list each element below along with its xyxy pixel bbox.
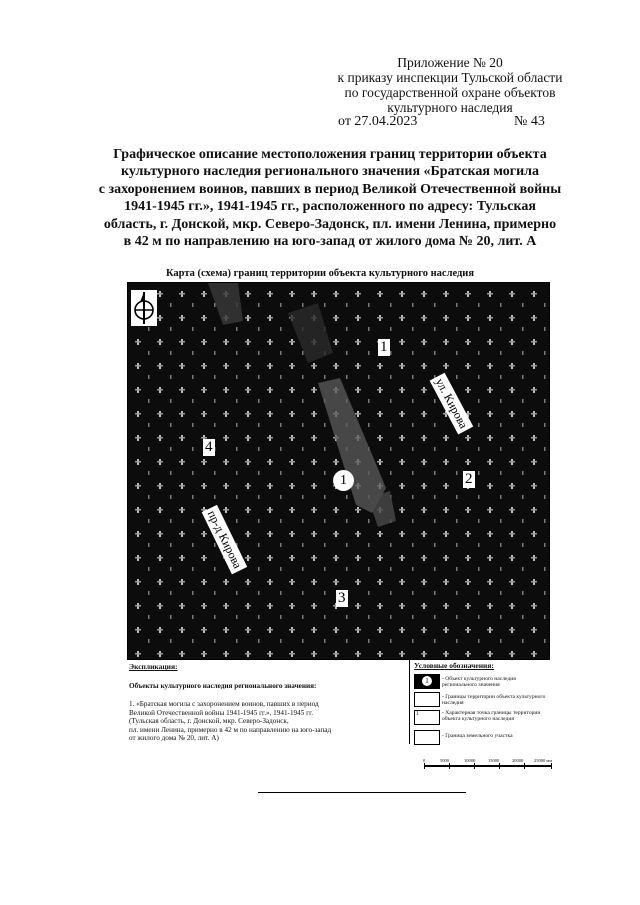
scale-bar [424,763,552,769]
order-number: № 43 [514,114,545,129]
point-symbol [414,710,440,725]
point-symbol-text: - Характерная точка границы территории объекта культурного наследия [442,710,541,723]
title-line: в 42 м по направлению на юго-запад от жилого дома № 20, лит. А [123,234,537,250]
explication-heading: Экспликация: [129,662,178,671]
street-label-pr-kirova: пр-д Кирова [202,505,247,574]
scale-tick-label: 25000 мм [534,758,553,763]
scale-tick-label: 0 [423,758,426,763]
object-line: пл. имени Ленина, примерно в 42 м по направлению на юго-запад [129,725,332,734]
point-symbol-number: 1 [416,711,419,717]
north-arrow-icon [131,290,157,326]
title-line: область, г. Донской, мкр. Северо-Задонск, пл. имени Ленина, примерно [103,216,557,232]
scale-tick-label: 20000 [512,758,524,763]
title-line: 1941-1945 гг.», 1941-1945 гг., расположенного по адресу: Тульская [124,199,536,215]
scale-tick-label: 5000 [440,758,449,763]
title-line: с захоронением воинов, павших в период Великой Отечественной войны [98,181,562,197]
parcel-symbol [414,730,440,745]
site-map [127,282,550,660]
object-symbol-text: - Объект культурного наследия регионального значения [442,676,516,689]
object-line: Великой Отечественной войны 1941-1945 гг.», 1941-1945 гг. [129,708,313,717]
neighbor-label-1: 1 [380,339,388,355]
object-symbol [414,674,440,689]
appendix-number: Приложение № 20 [397,55,503,70]
symbols-block [412,660,548,744]
title-line: культурного наследия регионального значения «Братская могила [120,164,540,180]
document-title [60,146,600,250]
neighbor-label-3: 3 [338,590,346,606]
object-symbol-number: 1 [422,676,432,686]
appendix-order-ref-2: по государственной охране объектов [344,85,556,100]
object-line: от жилого дома № 20, лит. А) [129,734,219,743]
parcel-symbol-text: - Граница земельного участка [442,733,513,739]
boundary-symbol [414,692,440,707]
neighbor-label-2: 2 [465,471,473,487]
map-title: Карта (схема) границ территории объекта культурного наследия [165,268,475,279]
scale-tick-label: 10000 [464,758,476,763]
appendix-order-ref-3: культурного наследия [387,100,513,115]
symbols-heading: Условные обозначения: [414,661,494,670]
neighbor-label-4: 4 [205,439,213,455]
separator-line [258,792,466,793]
boundary-symbol-text: - Границы территории объекта культурного наследия [442,694,546,707]
scale-tick-label: 15000 [488,758,500,763]
explication-block [127,660,410,744]
object-line: (Тульская область, г. Донской, мкр. Северо-Задонск, [129,717,289,726]
objects-heading: Объекты культурного наследия регионального значения: [129,682,317,690]
object-line: 1. «Братская могила с захоронением воинов, павших в период [129,700,319,708]
order-date: от 27.04.2023 [338,114,418,129]
map-legend [127,660,548,744]
appendix-header [300,55,600,115]
appendix-order-ref: к приказу инспекции Тульской области [337,70,563,85]
object-description [129,700,331,743]
heritage-object-marker: 1 [333,470,354,491]
title-line: Графическое описание местоположения границ территории объекта [113,147,547,162]
street-label-ul-kirova: ул. Кирова [430,373,474,435]
